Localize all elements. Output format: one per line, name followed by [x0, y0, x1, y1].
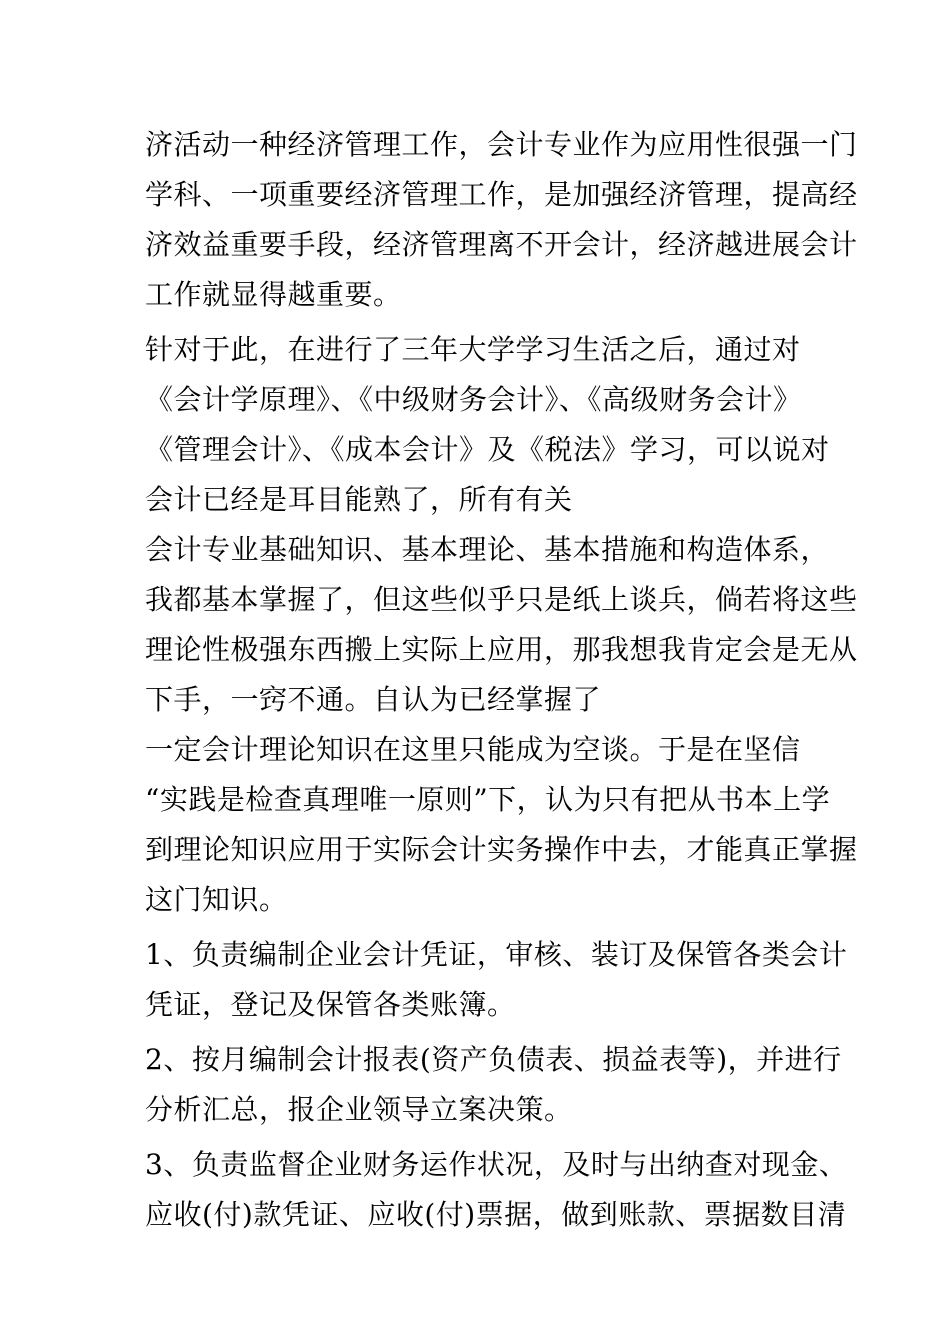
text-line: 这门知识。: [145, 883, 288, 916]
text-line: 学科、一项重要经济管理工作，是加强经济管理，提高经: [145, 178, 858, 211]
text-line: 理论性极强东西搬上实际上应用，那我想我肯定会是无从: [145, 633, 858, 666]
text-line: 《管理会计》、《成本会计》及《税法》学习，可以说对: [145, 433, 830, 466]
text-line: 应收(付)款凭证、应收(付)票据，做到账款、票据数目清: [145, 1198, 847, 1231]
text-line: 《会计学原理》、《中级财务会计》、《高级财务会计》: [145, 383, 802, 416]
text-line: 济效益重要手段，经济管理离不开会计，经济越进展会计: [145, 228, 858, 261]
text-line: 针对于此，在进行了三年大学学习生活之后，通过对: [145, 333, 801, 366]
text-line: 3、负责监督企业财务运作状况，及时与出纳查对现金、: [145, 1148, 848, 1181]
text-line: 分析汇总，报企业领导立案决策。: [145, 1093, 573, 1126]
text-line: 2、按月编制会计报表(资产负债表、损益表等)，并进行: [145, 1043, 842, 1076]
text-line: 济活动一种经济管理工作，会计专业作为应用性很强一门: [145, 128, 858, 161]
text-line: 1、负责编制企业会计凭证，审核、装订及保管各类会计: [145, 938, 848, 971]
text-line: 一定会计理论知识在这里只能成为空谈。于是在坚信: [145, 733, 801, 766]
text-line: 工作就显得越重要。: [145, 278, 402, 311]
text-line: 会计专业基础知识、基本理论、基本措施和构造体系，: [145, 533, 830, 566]
text-line: 到理论知识应用于实际会计实务操作中去，才能真正掌握: [145, 833, 858, 866]
text-line: 我都基本掌握了，但这些似乎只是纸上谈兵，倘若将这些: [145, 583, 858, 616]
text-line: 下手，一窍不通。自认为已经掌握了: [145, 683, 602, 716]
text-line: “实践是检查真理唯一原则”下，认为只有把从书本上学: [145, 783, 831, 816]
text-line: 凭证，登记及保管各类账簿。: [145, 988, 516, 1021]
text-line: 会计已经是耳目能熟了，所有有关: [145, 483, 573, 516]
